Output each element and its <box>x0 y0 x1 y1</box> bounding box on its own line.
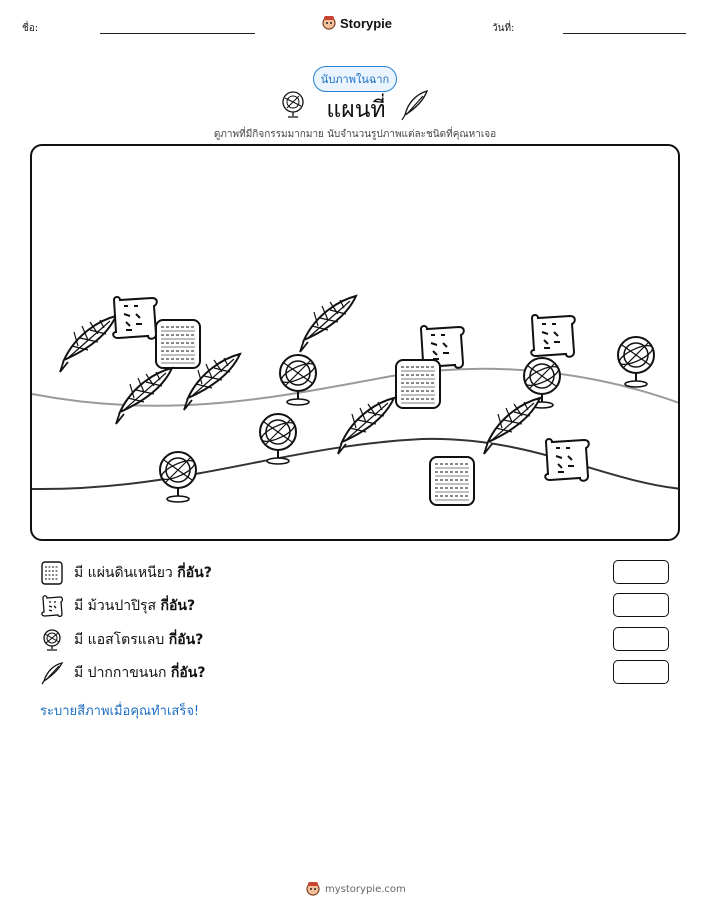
scene-globe-1 <box>279 355 317 405</box>
brand-name: Storypie <box>340 15 393 31</box>
scene-tablet-2 <box>396 360 440 408</box>
scene-quill-4 <box>300 296 356 352</box>
astrolabe-icon <box>40 628 64 652</box>
papyrus-scroll-icon <box>40 594 64 618</box>
question-astrolabe <box>40 627 203 653</box>
scene-scroll-4 <box>545 439 589 481</box>
scene-globe-5 <box>617 337 655 387</box>
brand-logo <box>322 13 392 33</box>
instructions: ดูภาพที่มีกิจกรรมมากมาย นับจำนวนรูปภาพแต่ละชนิดที่คุณหาเจอ <box>213 129 497 140</box>
date-field[interactable] <box>563 33 686 34</box>
scene-frame <box>30 144 680 541</box>
question-clay-tablet <box>40 560 212 586</box>
answer-box-astrolabe[interactable] <box>613 627 669 651</box>
name-label: ชื่อ: <box>22 23 39 34</box>
question-quill-pen <box>40 660 205 686</box>
title-astrolabe-icon <box>281 90 305 120</box>
scene-tablet-1 <box>156 320 200 368</box>
scene-quill-1 <box>60 316 116 372</box>
storypie-logo-icon <box>322 15 336 31</box>
scene-illustration <box>32 146 680 541</box>
title-quill-icon <box>399 88 431 122</box>
answer-box-papyrus-scroll[interactable] <box>613 593 669 617</box>
answer-box-quill-pen[interactable] <box>613 660 669 684</box>
scene-quill-2 <box>116 368 172 424</box>
scene-scroll-3 <box>531 315 575 357</box>
coloring-instruction: ระบายสีภาพเมื่อคุณทำเสร็จ! <box>40 704 200 719</box>
question-text: มี ปากกาขนนก กี่อัน? <box>74 665 206 681</box>
scene-scroll-1 <box>113 297 157 339</box>
scene-globe-3 <box>159 452 197 502</box>
answer-box-clay-tablet[interactable] <box>613 560 669 584</box>
clay-tablet-icon <box>40 561 64 585</box>
scene-tablet-3 <box>430 457 474 505</box>
page-title: แผนที่ <box>326 97 386 123</box>
question-text: มี แอสโตรแลบ กี่อัน? <box>74 632 204 648</box>
scene-quill-6 <box>484 398 540 454</box>
footer <box>306 880 406 898</box>
name-field[interactable] <box>100 33 255 34</box>
category-badge: นับภาพในฉาก <box>313 66 397 92</box>
footer-site[interactable]: mystorypie.com <box>325 883 406 895</box>
scene-globe-4 <box>523 358 561 408</box>
storypie-footer-icon <box>306 881 320 897</box>
question-text: มี แผ่นดินเหนียว กี่อัน? <box>74 565 212 581</box>
question-text: มี ม้วนปาปิรุส กี่อัน? <box>74 598 196 614</box>
question-papyrus-scroll <box>40 593 195 619</box>
quill-pen-icon <box>40 661 64 685</box>
date-label: วันที่: <box>492 23 515 34</box>
